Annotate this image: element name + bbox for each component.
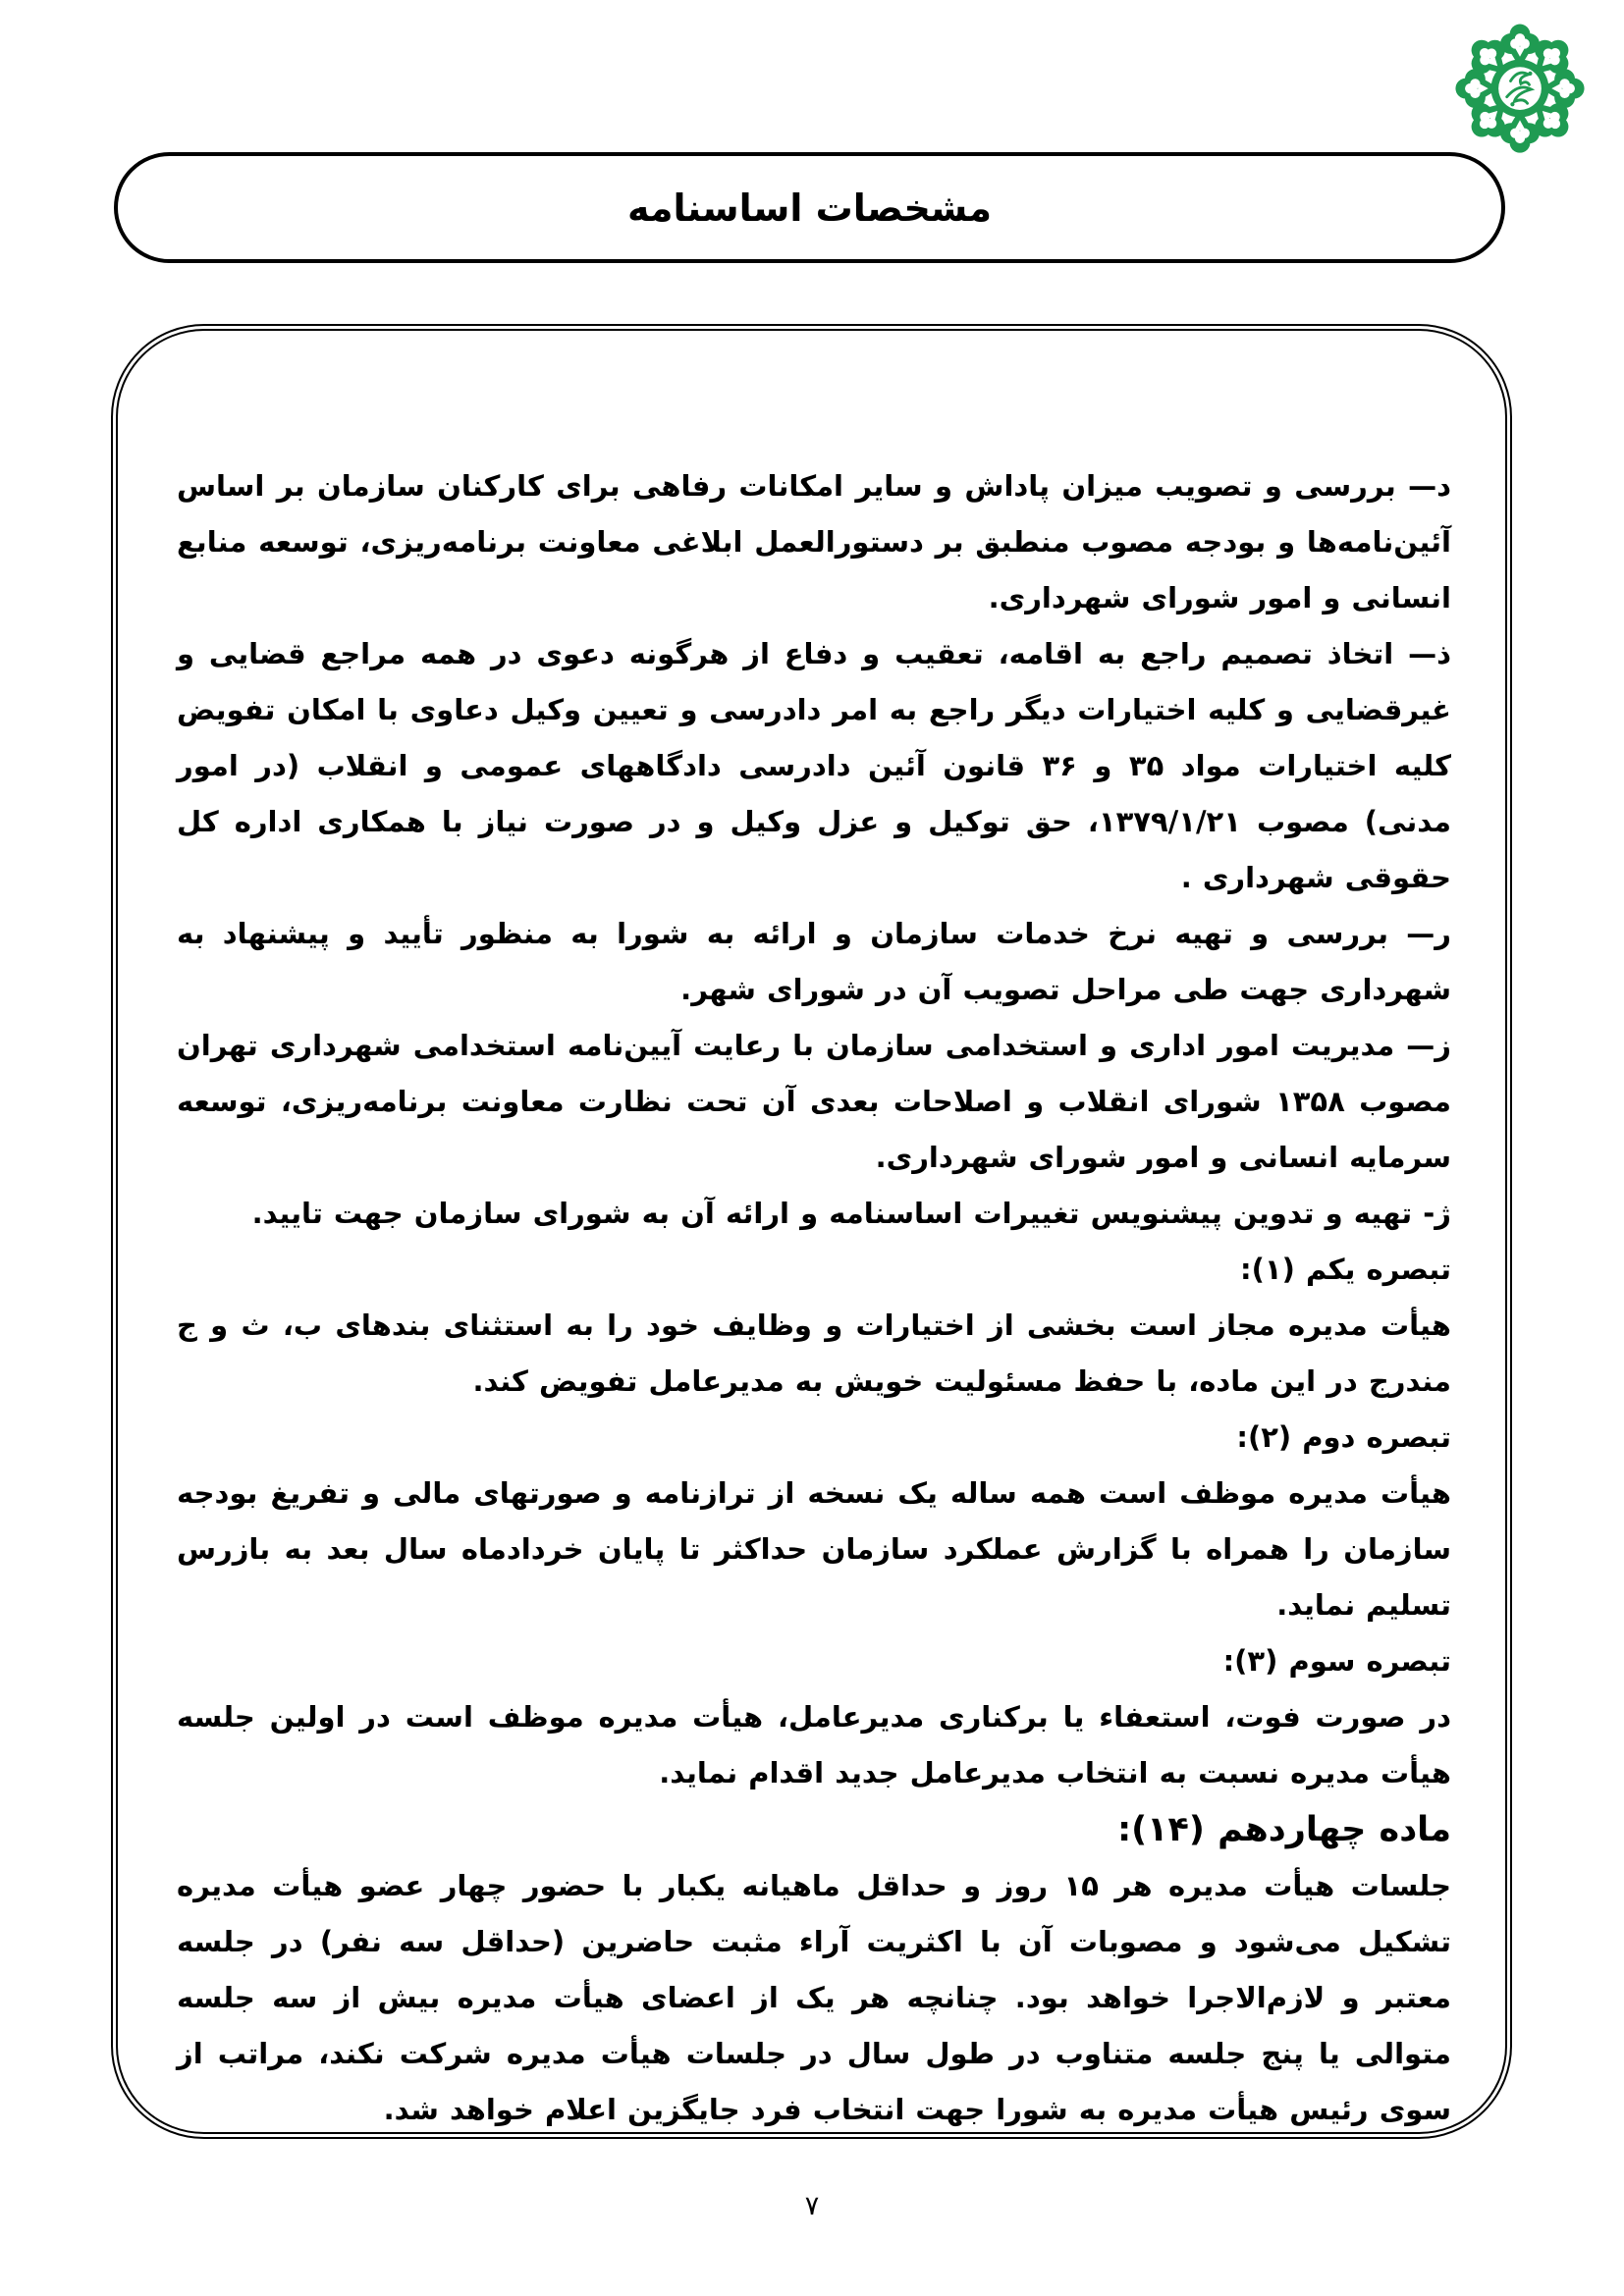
page-title-box [114, 152, 1505, 263]
page-number: ۷ [804, 2191, 820, 2221]
note-1-text: هیأت مدیره مجاز است بخشی از اختیارات و وظایف خود را به استثنای بندهای ب، ث و ج مندرج در این ماده، با حفظ مسئولیت خویش به مدیرعامل تفویض کند. [177, 1308, 1451, 1398]
clause-zhe: ژ- تهیه و تدوین پیشنویس تغییرات اساسنامه و ارائه آن به شورای سازمان جهت تایید. [251, 1197, 1451, 1230]
municipality-emblem-icon [1443, 16, 1597, 165]
clause-re: ر— بررسی و تهیه نرخ خدمات سازمان و ارائه به شورا به منظور تأیید و پیشنهاد به شهرداری جهت طی مراحل تصویب آن در شورای شهر. [177, 917, 1451, 1006]
clause-ze: ز— مدیریت امور اداری و استخدامی سازمان با رعایت آیین‌نامه استخدامی شهرداری تهران مصوب ۱۳۵۸ شورای انقلاب و اصلاحات بعدی آن تحت نظارت معاونت برنامه‌ریزی، توسعه سرمایه انسانی و امور شورای شهرداری. [177, 1029, 1452, 1174]
note-3-label: تبصره سوم (۳): [1222, 1644, 1451, 1678]
note-2-text: هیأت مدیره موظف است همه ساله یک نسخه از ترازنامه و صورتهای مالی و تفریغ بودجه سازمان را همراه با گزارش عملکرد سازمان حداکثر تا پایان خردادماه سال بعد به بازرس تسلیم نماید. [177, 1476, 1451, 1622]
article-14-text: جلسات هیأت مدیره هر ۱۵ روز و حداقل ماهیانه یکبار با حضور چهار عضو هیأت مدیره تشکیل می‌شود و مصوبات آن با اکثریت آراء مثبت حاضرین (حداقل سه نفر) در جلسه معتبر و لازم‌الاجرا خواهد بود. چنانچه هر یک از اعضای هیأت مدیره بیش از سه جلسه متوالی یا پنج جلسه متناوب در طول سال در جلسات هیأت مدیره شرکت نکند، مراتب از سوی رئیس هیأت مدیره به شورا جهت انتخاب فرد جایگزین اعلام خواهد شد. [177, 1869, 1451, 2126]
note-2-label: تبصره دوم (۲): [1236, 1420, 1451, 1454]
article-14-heading: ماده چهاردهم (۱۴): [1117, 1810, 1451, 1849]
statute-content [177, 458, 1451, 2138]
page-title: مشخصات اساسنامه [626, 186, 993, 230]
tehran-municipality-logo [1443, 16, 1597, 165]
note-3-text: در صورت فوت، استعفاء یا برکناری مدیرعامل، هیأت مدیره موظف است در اولین جلسه هیأت مدیره نسبت به انتخاب مدیرعامل جدید اقدام نماید. [177, 1700, 1451, 1789]
note-1-label: تبصره یکم (۱): [1240, 1253, 1451, 1286]
statute-frame [111, 324, 1512, 2139]
clause-dal: د— بررسی و تصویب میزان پاداش و سایر امکانات رفاهی برای کارکنان سازمان بر اساس آئین‌نامه‌ها و بودجه مصوب منطبق بر دستورالعمل ابلاغی معاونت برنامه‌ریزی، توسعه منابع انسانی و امور شورای شهرداری. [177, 469, 1451, 614]
clause-zal: ذ— اتخاذ تصمیم راجع به اقامه، تعقیب و دفاع از هرگونه دعوی در همه مراجع قضایی و غیرقضایی و کلیه اختیارات دیگر راجع به امر دادرسی و تعیین وکیل دعاوی با امکان تفویض کلیه اختیارات مواد ۳۵ و ۳۶ قانون آئین دادرسی دادگاههای عمومی و انقلاب (در امور مدنی) مصوب ۱۳۷۹/۱/۲۱، حق توکیل و عزل وکیل و در صورت نیاز با همکاری اداره کل حقوقی شهرداری . [177, 637, 1451, 894]
